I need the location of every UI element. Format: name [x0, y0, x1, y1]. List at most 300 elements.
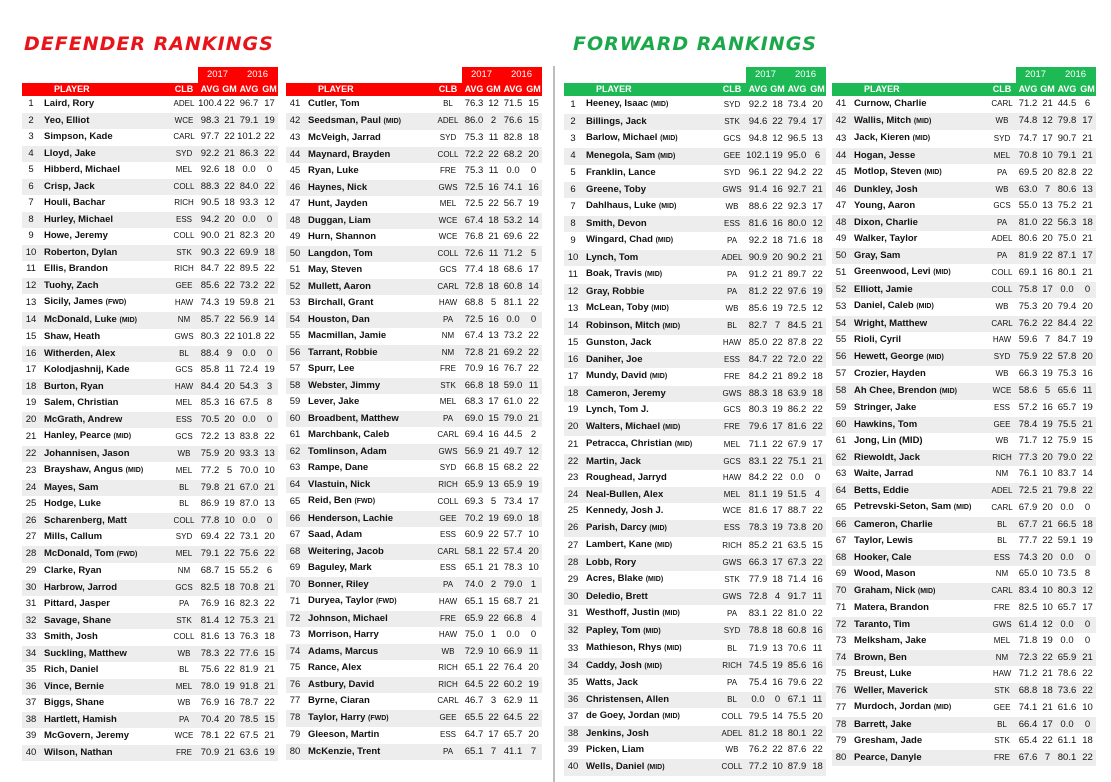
gm-2016-cell: 6: [1084, 98, 1091, 109]
gm-2016-cell: 0: [266, 164, 273, 175]
player-name-cell: [582, 165, 718, 182]
player-name: Laird, Rory: [44, 98, 95, 109]
position-tag: (FWD): [354, 498, 376, 505]
club-cell: HAW: [438, 596, 458, 606]
player-name: Salem, Christian: [44, 397, 119, 408]
gm-2016-cell: 19: [1082, 535, 1093, 546]
player-name: Dahlhaus, Luke: [586, 200, 657, 211]
player-name: Bonner, Riley: [308, 578, 369, 590]
gm-2017-cell: 22: [486, 710, 501, 728]
avg-2017-cell: 74.1: [1018, 701, 1038, 713]
club-cell: PA: [726, 608, 738, 618]
avg-2017-cell: 78.3: [746, 520, 770, 538]
club-cell: BL: [170, 346, 198, 363]
player-name-cell: [304, 130, 434, 147]
gm-2017-cell: 17: [770, 419, 785, 437]
player-name: Ah Chee, Brendon: [854, 384, 937, 396]
club-cell: ESS: [439, 530, 456, 539]
rank-cell: 64: [832, 483, 850, 500]
player-name-cell: [304, 394, 434, 411]
club-cell: BL: [718, 318, 746, 336]
rank-cell: 63: [289, 462, 301, 473]
rank-cell: 18: [22, 379, 40, 396]
player-name: Wilson, Nathan: [44, 746, 113, 758]
avg-2017-cell: 94.6: [746, 114, 770, 131]
player-name: Mathieson, Rhys: [586, 642, 662, 653]
avg-2016-cell: 63.5: [787, 539, 807, 551]
player-name: Rampe, Dane: [308, 462, 369, 473]
gm-2016-cell: 20: [528, 662, 539, 673]
gm-2016-cell: 16: [809, 658, 826, 676]
gm-2016-cell: 8: [1084, 568, 1091, 579]
gm-2017-cell: 3: [490, 695, 497, 706]
avg-2017-cell: 65.5: [462, 710, 486, 728]
player-name: Duryea, Taylor: [308, 595, 374, 606]
avg-2016-cell: 87.6: [787, 744, 807, 755]
player-name: Johannisen, Jason: [44, 447, 130, 459]
table-row: [286, 593, 542, 611]
club-cell: FRE: [434, 611, 462, 628]
player-name: Lynch, Tom: [586, 251, 639, 263]
avg-2017-cell: 102.1: [746, 148, 770, 166]
table-row: [22, 346, 278, 363]
gm-2016-cell: 22: [812, 167, 823, 178]
avg-2017-cell: 70.8: [1016, 148, 1040, 165]
avg-2017-cell: 85.6: [198, 278, 222, 295]
gm-2016-header: GM: [810, 84, 825, 94]
avg-2017-cell: 90.5: [200, 197, 220, 208]
avg-2017-cell: 81.2: [746, 726, 770, 743]
rank-cell: 45: [835, 166, 847, 178]
player-name-cell: [582, 605, 718, 623]
gm-2016-cell: 20: [812, 710, 823, 722]
player-name: Breust, Luke: [854, 668, 912, 679]
player-name: Motlop, Steven: [854, 166, 922, 177]
gm-2016-cell: 21: [264, 296, 275, 308]
gm-2017-cell: 17: [1040, 282, 1055, 299]
player-name-cell: [304, 627, 434, 644]
club-cell: RICH: [722, 540, 742, 550]
avg-2016-cell: 73.4: [503, 495, 523, 507]
gm-2017-cell: 22: [1040, 650, 1055, 667]
gm-2017-cell: 19: [1040, 417, 1055, 434]
player-name-cell: [850, 566, 988, 583]
gm-2017-cell: 2: [486, 113, 501, 131]
rank-cell: 78: [286, 710, 304, 728]
forward-rankings-table-41-80: [832, 67, 1096, 766]
avg-2016-cell: 93.3: [237, 446, 261, 463]
gm-2016-cell: 14: [525, 213, 542, 230]
player-name: Brown, Ben: [854, 651, 907, 663]
avg-2017-cell: 77.2: [746, 759, 770, 777]
table-row: [22, 695, 278, 712]
player-name: Savage, Shane: [44, 614, 112, 626]
avg-2017-cell: 65.9: [462, 477, 486, 494]
gm-2017-cell: 19: [224, 498, 235, 509]
club-header: CLB: [434, 83, 462, 96]
avg-2017-cell: 84.7: [746, 352, 770, 369]
defender-rankings-table-1-40: [22, 67, 278, 761]
player-name: Yeo, Elliot: [44, 114, 90, 126]
rank-cell: 42: [832, 113, 850, 131]
rank-cell: 62: [832, 450, 850, 467]
club-cell: WCE: [988, 383, 1016, 401]
avg-2016-cell: 79.8: [1055, 483, 1079, 500]
rank-cell: 14: [22, 312, 40, 330]
avg-2017-cell: 66.3: [746, 555, 770, 572]
player-name: Kolodjashnij, Kade: [44, 364, 130, 375]
club-cell: RICH: [174, 198, 194, 207]
gm-2017-cell: 11: [224, 364, 235, 375]
gm-2016-cell: 21: [809, 454, 826, 471]
gm-2017-header: GM: [222, 84, 237, 94]
avg-2017-cell: 72.6: [462, 246, 486, 263]
gm-2016-cell: 18: [809, 386, 826, 403]
player-name-cell: [850, 215, 988, 232]
avg-2017-cell: 78.0: [198, 679, 222, 696]
gm-2017-cell: 20: [222, 446, 237, 463]
player-name-cell: [850, 483, 988, 500]
table-row: [564, 182, 826, 199]
position-tag: (MID): [662, 713, 680, 720]
gm-2016-cell: 22: [261, 179, 278, 196]
avg-2016-cell: 75.3: [237, 613, 261, 630]
gm-2016-cell: 21: [1079, 148, 1096, 165]
gm-2016-cell: 21: [1082, 266, 1093, 278]
club-cell: CARL: [988, 316, 1016, 333]
rank-cell: 19: [567, 404, 579, 415]
gm-2016-cell: 10: [528, 529, 539, 540]
position-tag: (MID): [674, 441, 693, 448]
player-name: Sicily, James: [44, 296, 103, 307]
gm-2017-cell: 22: [488, 529, 499, 540]
player-name: May, Steven: [308, 264, 363, 275]
gm-2017-cell: 16: [488, 363, 499, 374]
gm-2016-cell: 3: [261, 379, 278, 396]
player-name: Wright, Matthew: [854, 317, 928, 329]
rank-cell: 77: [835, 701, 847, 713]
club-cell: NM: [170, 312, 198, 330]
player-name-cell: [40, 146, 170, 163]
player-name-cell: [304, 180, 434, 197]
rank-cell: 37: [567, 710, 579, 722]
gm-2017-cell: 7: [1040, 750, 1055, 767]
rank-cell: 9: [570, 234, 576, 246]
player-name-cell: [304, 345, 434, 362]
player-name: Brayshaw, Angus: [44, 464, 124, 475]
gm-2016-cell: 13: [264, 498, 275, 509]
gm-2016-cell: 21: [261, 613, 278, 630]
table-row: [22, 596, 278, 613]
avg-2016-cell: 0.0: [237, 513, 261, 530]
player-name: Graham, Nick: [854, 584, 916, 596]
player-name: Tomlinson, Adam: [308, 445, 387, 457]
gm-2017-cell: 19: [770, 487, 785, 504]
rank-cell: 51: [835, 266, 847, 278]
player-name: Mayes, Sam: [44, 481, 99, 493]
gm-2016-cell: 17: [812, 438, 823, 450]
table-row: [286, 693, 542, 710]
club-cell: WB: [995, 436, 1009, 445]
gm-2017-cell: 19: [486, 511, 501, 528]
club-cell: WB: [725, 303, 739, 313]
rank-cell: 32: [22, 613, 40, 630]
club-cell: GWS: [718, 386, 746, 403]
gm-2016-cell: 19: [525, 677, 542, 694]
player-name: Hurn, Shannon: [308, 231, 377, 242]
avg-2016-cell: 70.0: [239, 464, 259, 476]
player-name-cell: [304, 378, 434, 395]
gm-2016-cell: 2: [530, 429, 537, 440]
gm-2017-cell: 15: [488, 595, 499, 607]
avg-2017-header: AVG: [1016, 83, 1040, 96]
player-name: Rance, Alex: [308, 662, 362, 673]
avg-2017-cell: 72.2: [200, 430, 220, 442]
rank-cell: 74: [832, 650, 850, 667]
club-cell: FRE: [994, 603, 1010, 612]
player-name: Watts, Jack: [586, 677, 638, 688]
gm-2017-cell: 13: [224, 631, 235, 642]
avg-2017-cell: 72.5: [464, 198, 484, 209]
gm-2017-cell: 16: [1042, 402, 1053, 413]
gm-2017-cell: 22: [222, 179, 237, 196]
club-cell: SYD: [723, 99, 741, 109]
table-row: [564, 708, 826, 726]
avg-2016-cell: 87.0: [239, 498, 259, 509]
gm-2016-cell: 15: [528, 98, 539, 109]
avg-2017-cell: 91.2: [748, 268, 768, 280]
avg-2016-cell: 61.6: [1057, 701, 1077, 713]
gm-2016-cell: 20: [525, 544, 542, 561]
avg-2017-cell: 78.4: [1016, 417, 1040, 434]
gm-2016-cell: 22: [528, 297, 539, 308]
rank-cell: 45: [289, 165, 301, 176]
gm-2016-cell: 22: [1079, 750, 1096, 767]
table-row: [832, 733, 1096, 750]
avg-2016-cell: 80.0: [785, 216, 809, 233]
avg-2016-cell: 73.5: [1057, 568, 1077, 579]
avg-2017-cell: 76.9: [200, 598, 220, 609]
avg-2016-cell: 67.5: [239, 730, 259, 741]
gm-2016-cell: 22: [264, 430, 275, 442]
table-row: [286, 660, 542, 677]
rank-cell: 76: [286, 677, 304, 694]
table-row: [832, 164, 1096, 182]
gm-2016-cell: 22: [264, 331, 275, 342]
position-tag: (MID): [651, 305, 669, 312]
gm-2016-cell: 22: [812, 337, 823, 348]
player-name-cell: [304, 577, 434, 594]
avg-2016-cell: 80.1: [785, 726, 809, 743]
avg-2016-cell: 79.0: [501, 577, 525, 594]
avg-2017-cell: 75.3: [464, 132, 484, 143]
gm-2017-cell: 18: [1040, 683, 1055, 700]
table-row: [832, 366, 1096, 383]
gm-2016-cell: 11: [812, 642, 823, 654]
rank-cell: 3: [570, 132, 576, 144]
avg-2016-cell: 69.0: [501, 511, 525, 528]
gm-2017-cell: 22: [772, 438, 783, 450]
rank-cell: 68: [832, 550, 850, 567]
avg-2016-cell: 89.7: [787, 268, 807, 280]
gm-2017-cell: 22: [1042, 735, 1053, 746]
club-cell: CARL: [991, 99, 1013, 108]
player-name: Pearce, Danyle: [854, 751, 922, 763]
player-name-cell: [304, 460, 434, 477]
table-row: [564, 555, 826, 572]
player-name-cell: [304, 444, 434, 461]
gm-2017-cell: 18: [772, 98, 783, 110]
gm-2017-cell: 22: [488, 662, 499, 673]
gm-2016-cell: 16: [809, 623, 826, 641]
avg-2016-cell: 75.5: [1055, 417, 1079, 434]
table-row: [832, 248, 1096, 265]
avg-2016-cell: 60.2: [501, 677, 525, 694]
avg-2016-cell: 84.7: [1057, 334, 1077, 345]
gm-2017-cell: 19: [1042, 635, 1053, 646]
avg-2017-cell: 76.2: [748, 744, 768, 755]
gm-2016-cell: 22: [809, 419, 826, 437]
player-name-cell: [850, 148, 988, 165]
avg-2017-cell: 75.0: [464, 629, 484, 640]
gm-2017-cell: 22: [224, 531, 235, 542]
table-row: [286, 361, 542, 378]
club-cell: FRE: [724, 371, 740, 381]
gm-2017-cell: 12: [1040, 113, 1055, 131]
gm-2017-cell: 12: [488, 98, 499, 109]
player-name-cell: [304, 295, 434, 312]
gm-2016-cell: 21: [1082, 132, 1093, 144]
player-name: Hewett, George: [854, 350, 924, 362]
gm-2017-cell: 16: [486, 312, 501, 329]
player-name-cell: [40, 712, 170, 729]
rank-cell: 13: [567, 302, 579, 314]
player-name: Suckling, Matthew: [44, 647, 127, 659]
avg-2016-cell: 69.9: [237, 245, 261, 262]
player-name-cell: [850, 400, 988, 417]
player-name-cell: [304, 527, 434, 544]
gm-2016-cell: 22: [525, 345, 542, 362]
gm-2016-cell: 21: [528, 595, 539, 607]
player-name-cell: [582, 96, 718, 114]
table-row: [286, 213, 542, 230]
player-name-cell: [40, 412, 170, 429]
player-name: Westhoff, Justin: [586, 607, 660, 618]
avg-2016-cell: 51.5: [785, 487, 809, 504]
avg-2017-cell: 100.4: [198, 98, 222, 109]
gm-2016-cell: 20: [812, 98, 823, 110]
player-name: Hurley, Michael: [44, 213, 113, 225]
avg-2016-cell: 81.0: [787, 607, 807, 619]
defender-rankings-table-41-80: [286, 67, 542, 760]
avg-2017-cell: 72.9: [462, 644, 486, 661]
rank-cell: 7: [28, 197, 34, 208]
gm-2016-cell: 21: [1079, 417, 1096, 434]
gm-2016-cell: 0: [1084, 501, 1091, 513]
club-cell: CARL: [437, 696, 459, 705]
gm-2017-cell: 21: [772, 268, 783, 280]
gm-2017-cell: 19: [770, 520, 785, 538]
gm-2017-cell: 13: [772, 642, 783, 654]
avg-2016-cell: 76.7: [503, 363, 523, 374]
avg-2017-cell: 69.0: [462, 411, 486, 428]
gm-2016-cell: 13: [1079, 182, 1096, 199]
avg-2017-cell: 65.1: [464, 595, 484, 607]
player-name: Wood, Mason: [854, 568, 916, 579]
table-row: [832, 750, 1096, 767]
club-cell: MEL: [175, 465, 193, 475]
rank-cell: 35: [25, 664, 37, 675]
player-name-cell: [304, 411, 434, 428]
table-row: [832, 617, 1096, 634]
gm-2017-cell: 22: [222, 278, 237, 295]
rank-cell: 20: [564, 419, 582, 437]
player-name-cell: [40, 529, 170, 546]
gm-2017-cell: 10: [1042, 602, 1053, 613]
avg-2016-cell: 65.7: [1057, 602, 1077, 613]
player-name: Houston, Dan: [308, 313, 370, 325]
gm-2016-cell: 20: [264, 230, 275, 241]
gm-2016-cell: 17: [1079, 248, 1096, 265]
club-cell: MEL: [170, 679, 198, 696]
rank-cell: 3: [28, 131, 34, 142]
player-name: Riewoldt, Jack: [854, 451, 920, 463]
avg-2017-cell: 77.3: [1016, 450, 1040, 467]
position-tag: (MID): [645, 576, 664, 583]
table-row: [832, 349, 1096, 367]
gm-2016-cell: 6: [266, 565, 273, 576]
rank-header: [22, 83, 40, 96]
gm-2017-header: GM: [1040, 84, 1055, 94]
player-name-cell: [582, 520, 718, 538]
position-tag: (MID): [916, 303, 934, 310]
player-name: Franklin, Lance: [586, 167, 656, 178]
gm-2016-cell: 0: [1084, 635, 1091, 646]
club-cell: WB: [725, 201, 739, 211]
avg-2017-cell: 86.0: [462, 113, 486, 131]
player-name: McGovern, Jeremy: [44, 730, 130, 741]
table-row: [832, 466, 1096, 483]
player-name: Duggan, Liam: [308, 214, 371, 226]
avg-2016-cell: 65.6: [1055, 383, 1079, 401]
avg-2016-cell: 79.1: [1055, 148, 1079, 165]
avg-2017-cell: 66.3: [1018, 368, 1038, 379]
avg-2016-cell: 0.0: [237, 412, 261, 429]
player-name-cell: [40, 646, 170, 663]
table-row: [564, 148, 826, 166]
table-row: [22, 113, 278, 130]
player-name: Ryan, Luke: [308, 165, 359, 176]
table-row: [286, 727, 542, 744]
gm-2016-cell: 4: [809, 487, 826, 504]
player-name: Greenwood, Levi: [854, 266, 931, 277]
player-name-cell: [40, 278, 170, 295]
avg-2016-cell: 90.7: [1057, 132, 1077, 144]
player-name-cell: [304, 660, 434, 677]
player-name: Caddy, Josh: [586, 659, 642, 671]
gm-2017-cell: 17: [1040, 717, 1055, 734]
club-cell: CARL: [434, 544, 462, 561]
table-row: [22, 245, 278, 262]
player-name: Young, Aaron: [854, 200, 916, 211]
player-name: Gleeson, Martin: [308, 729, 380, 740]
table-row: [22, 728, 278, 745]
gm-2016-cell: 21: [264, 730, 275, 741]
table-row: [832, 683, 1096, 700]
player-name: Wells, Daniel: [586, 760, 645, 772]
table-row: [832, 231, 1096, 248]
gm-2017-cell: 18: [770, 726, 785, 743]
